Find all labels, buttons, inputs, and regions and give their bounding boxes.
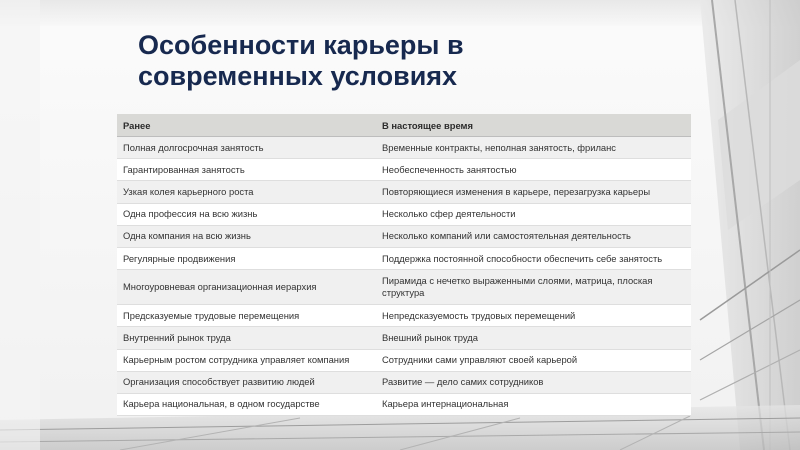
table-row	[117, 203, 691, 225]
cell-before: Одна компания на всю жизнь	[117, 225, 376, 247]
cell-now: Временные контракты, неполная занятость, фриланс	[376, 137, 691, 159]
cell-before: Предсказуемые трудовые перемещения	[117, 305, 376, 327]
table-row	[117, 247, 691, 269]
slide-title	[138, 30, 658, 92]
cell-now: Необеспеченность занятостью	[376, 159, 691, 181]
cell-now: Карьера интернациональная	[376, 393, 691, 415]
cell-before: Одна профессия на всю жизнь	[117, 203, 376, 225]
table-row	[117, 349, 691, 371]
slide-title-line-1: Особенности карьеры в	[138, 30, 464, 60]
comparison-table-container	[117, 114, 691, 416]
table-row	[117, 327, 691, 349]
right-wall-shape	[700, 0, 800, 450]
slide-title-line-2: современных условиях	[138, 61, 458, 91]
career-comparison-table	[117, 114, 691, 416]
cell-now: Несколько сфер деятельности	[376, 203, 691, 225]
cell-now: Поддержка постоянной способности обеспечить себе занятость	[376, 247, 691, 269]
table-header-row	[117, 114, 691, 137]
table-row	[117, 270, 691, 305]
cell-before: Внутренний рынок труда	[117, 327, 376, 349]
column-header-now: В настоящее время	[376, 114, 691, 137]
cell-before: Карьерным ростом сотрудника управляет компания	[117, 349, 376, 371]
top-shadow-band	[0, 0, 800, 26]
cell-before: Узкая колея карьерного роста	[117, 181, 376, 203]
cell-before: Многоуровневая организационная иерархия	[117, 270, 376, 305]
table-row	[117, 181, 691, 203]
cell-before: Гарантированная занятость	[117, 159, 376, 181]
cell-now: Развитие — дело самих сотрудников	[376, 371, 691, 393]
cell-before: Карьера национальная, в одном государстве	[117, 393, 376, 415]
cell-now: Повторяющиеся изменения в карьере, перезагрузка карьеры	[376, 181, 691, 203]
table-row	[117, 393, 691, 415]
table-row	[117, 159, 691, 181]
cell-before: Организация способствует развитию людей	[117, 371, 376, 393]
cell-now: Пирамида с нечетко выраженными слоями, матрица, плоская структура	[376, 270, 691, 305]
cell-now: Несколько компаний или самостоятельная деятельность	[376, 225, 691, 247]
cell-now: Сотрудники сами управляют своей карьерой	[376, 349, 691, 371]
left-wall-shape	[0, 0, 40, 450]
cell-now: Внешний рынок труда	[376, 327, 691, 349]
table-row	[117, 225, 691, 247]
cell-before: Регулярные продвижения	[117, 247, 376, 269]
cell-now: Непредсказуемость трудовых перемещений	[376, 305, 691, 327]
cell-before: Полная долгосрочная занятость	[117, 137, 376, 159]
table-row	[117, 137, 691, 159]
column-header-before: Ранее	[117, 114, 376, 137]
table-row	[117, 305, 691, 327]
table-row	[117, 371, 691, 393]
